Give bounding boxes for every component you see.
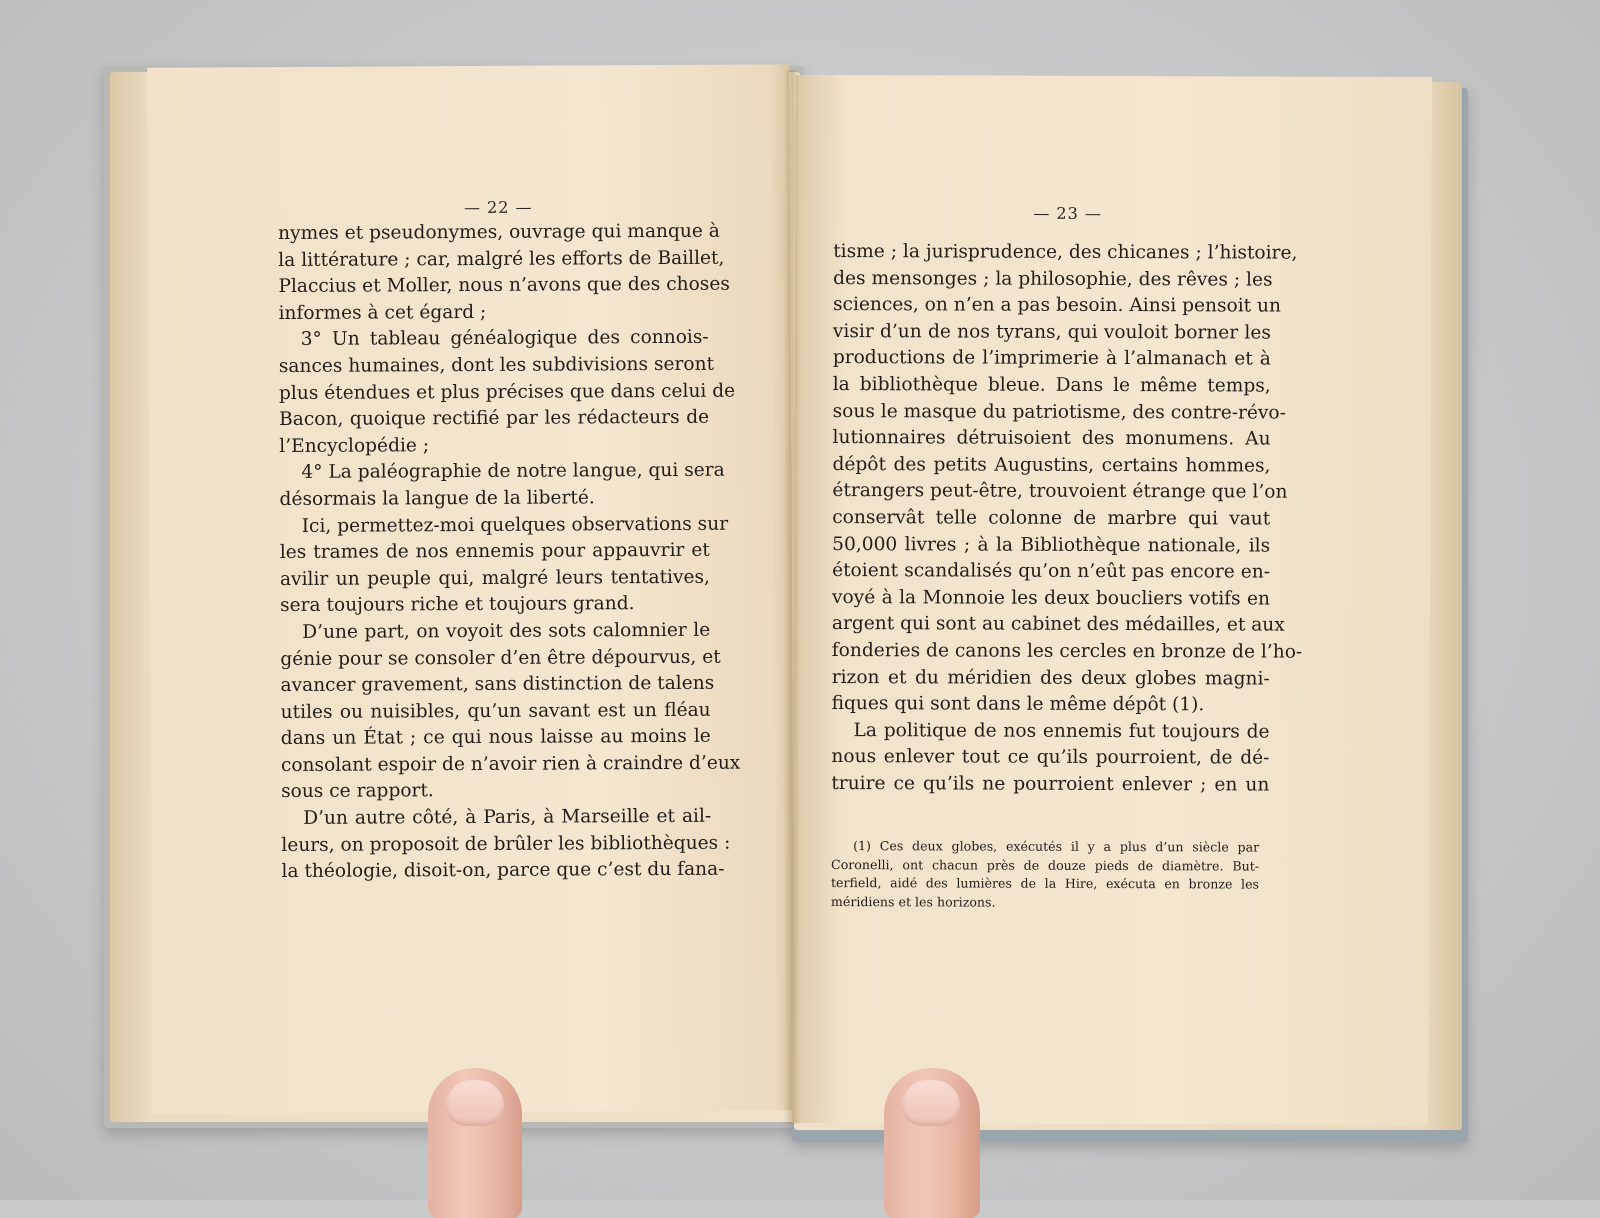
text-line: la bibliothèque bleue. Dans le même temps, bbox=[832, 373, 1271, 397]
text-line: sous le masque du patriotisme, des contre-révo- bbox=[832, 400, 1286, 424]
text-line: 3° Un tableau généalogique des connois- bbox=[300, 327, 709, 351]
right-finger bbox=[884, 1068, 980, 1218]
book-gutter bbox=[784, 70, 800, 1124]
fingernail bbox=[446, 1080, 504, 1126]
footnote-line: terfield, aidé des lumières de la Hire, exécuta en bronze les bbox=[830, 875, 1260, 892]
text-line: dans un État ; ce qui nous laisse au moins le bbox=[280, 726, 711, 750]
text-line: lutionnaires détruisoient des monumens. Au bbox=[832, 427, 1271, 450]
text-line: les trames de nos ennemis pour appauvrir et bbox=[279, 539, 710, 564]
text-line: sciences, on n’en a pas besoin. Ainsi pensoit un bbox=[832, 294, 1282, 317]
left-page-text bbox=[278, 219, 741, 886]
footnote-line: méridiens et les horizons. bbox=[830, 893, 996, 910]
text-line: sera toujours riche et toujours grand. bbox=[280, 593, 635, 617]
text-line: informes à cet égard ; bbox=[278, 301, 487, 324]
text-line: dépôt des petits Augustins, certains hommes, bbox=[832, 453, 1271, 477]
text-line: truire ce qu’ils ne pourroient enlever ; en un bbox=[831, 772, 1270, 796]
left-page bbox=[147, 64, 794, 1113]
fingernail bbox=[902, 1080, 960, 1126]
text-line: étrangers peut-être, trouvoient étrange que l’on bbox=[832, 480, 1288, 503]
text-line: argent qui sont au cabinet des médailles, et aux bbox=[831, 613, 1285, 636]
right-page-text bbox=[831, 239, 1303, 799]
text-line: avancer gravement, sans distinction de talens bbox=[280, 672, 715, 697]
text-line: Placcius et Moller, nous n’avons que des choses bbox=[278, 273, 730, 298]
text-line: leurs, on proposoit de brûler les bibliothèques : bbox=[281, 832, 731, 856]
page-number-right: — 23 — bbox=[1033, 203, 1102, 223]
text-line: génie pour se consoler d’en être dépourvus, et bbox=[280, 646, 721, 670]
footnote bbox=[831, 837, 1259, 912]
text-line: des mensonges ; la philosophie, des rêves ; les bbox=[833, 267, 1273, 291]
text-line: La politique de nos ennemis fut toujours de bbox=[853, 719, 1270, 743]
text-line: sances humaines, dont les subdivisions seront bbox=[278, 353, 715, 377]
text-line: désormais la langue de la liberté. bbox=[279, 487, 595, 510]
text-line: sous ce rapport. bbox=[281, 780, 434, 803]
text-line: 4° La paléographie de notre langue, qui sera bbox=[301, 460, 725, 484]
text-line: fonderies de canons les cercles en bronze de l’ho- bbox=[831, 639, 1303, 663]
text-line: nymes et pseudonymes, ouvrage qui manque à bbox=[278, 220, 720, 245]
text-line: tisme ; la jurisprudence, des chicanes ; l’histoire, bbox=[833, 241, 1298, 264]
text-line: avilir un peuple qui, malgré leurs tentatives, bbox=[279, 566, 710, 590]
text-line: D’une part, on voyoit des sots calomnier le bbox=[302, 619, 711, 643]
right-page bbox=[792, 75, 1432, 1125]
text-line: fiques qui sont dans le même dépôt (1). bbox=[831, 693, 1205, 716]
text-line: D’un autre côté, à Paris, à Marseille et ail- bbox=[303, 805, 712, 829]
text-line: nous enlever tout ce qu’ils pourroient, de dé- bbox=[831, 746, 1270, 769]
text-line: plus étendues et plus précises que dans celui de bbox=[278, 380, 736, 404]
text-line: conservât telle colonne de marbre qui vaut bbox=[832, 506, 1271, 530]
footnote-line: (1) Ces deux globes, exécutés il y a plus d’un siècle par bbox=[853, 838, 1260, 855]
text-line: voyé à la Monnoie les deux boucliers votifs en bbox=[831, 586, 1271, 610]
text-line: étoient scandalisés qu’on n’eût pas encore en- bbox=[832, 560, 1271, 583]
text-line: utiles ou nuisibles, qu’un savant est un fléau bbox=[280, 699, 711, 723]
text-line: la théologie, disoit-on, parce que c’est du fana- bbox=[281, 858, 725, 883]
page-number-left: — 22 — bbox=[463, 197, 533, 218]
text-line: l’Encyclopédie ; bbox=[279, 434, 430, 457]
left-finger bbox=[428, 1068, 522, 1218]
text-line: Ici, permettez-moi quelques observations sur bbox=[301, 513, 729, 537]
footnote-line: Coronelli, ont chacun près de douze pieds de diamètre. But- bbox=[831, 856, 1260, 874]
text-line: productions de l’imprimerie à l’almanach et à bbox=[832, 347, 1271, 370]
text-line: visir d’un de nos tyrans, qui vouloit borner les bbox=[832, 320, 1271, 344]
text-line: Bacon, quoique rectifié par les rédacteurs de bbox=[279, 406, 710, 431]
text-line: 50,000 livres ; à la Bibliothèque nationale, ils bbox=[832, 533, 1271, 557]
text-line: rizon et du méridien des deux globes magni- bbox=[831, 666, 1270, 690]
text-line: la littérature ; car, malgré les efforts de Baillet, bbox=[278, 247, 725, 271]
text-line: consolant espoir de n’avoir rien à craindre d’eux bbox=[280, 752, 741, 776]
